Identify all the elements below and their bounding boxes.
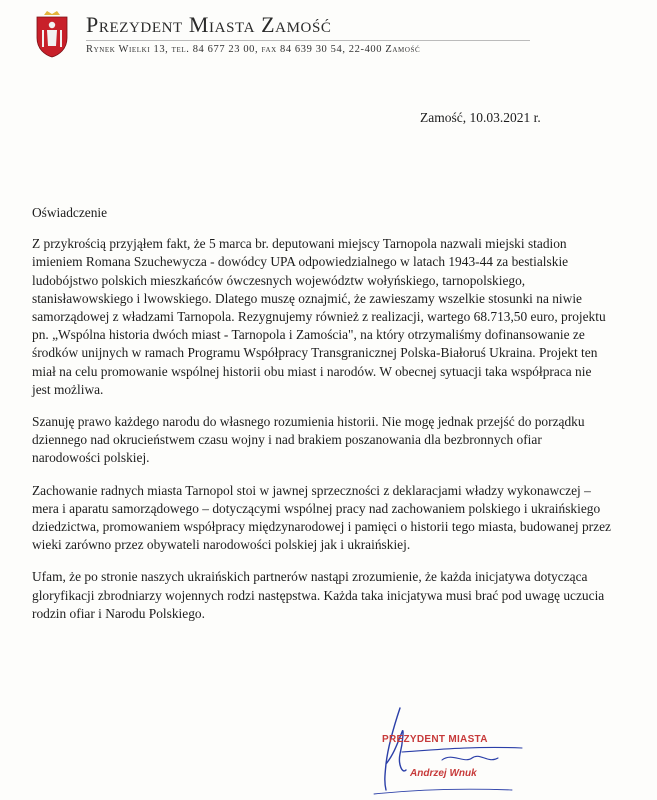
letterhead-title: Prezydent Miasta Zamość bbox=[86, 12, 332, 37]
coat-of-arms-icon bbox=[34, 10, 70, 58]
letter-body bbox=[32, 204, 612, 637]
letterhead bbox=[30, 8, 630, 64]
signature-stamp-title: PREZYDENT MIASTA bbox=[382, 734, 488, 745]
paragraph: Szanuję prawo każdego narodu do własnego rozumienia historii. Nie mogę jednak przejść do porządku dziennego nad okrucieństwem czasu wojny i nad brakiem poszanowania dla bezbronnych ofiar narodowości polskiej. bbox=[32, 414, 585, 466]
signature-stamp-name: Andrzej Wnuk bbox=[410, 768, 477, 779]
signature-block bbox=[372, 702, 572, 798]
paragraph: Ufam, że po stronie naszych ukraińskich partnerów nastąpi zrozumienie, że każda inicjatywa dotycząca gloryfikacji zbrodniarzy wojennych rodzi następstwa. Każda taka inicjatywa musi brać pod uwagę uczucia rodzin ofiar i Narodu Polskiego. bbox=[32, 569, 605, 621]
date-line: Zamość, 10.03.2021 r. bbox=[420, 110, 541, 125]
paragraph: Zachowanie radnych miasta Tarnopol stoi w jawnej sprzeczności z deklaracjami władzy wykonawczej – mera i aparatu samorządowego – dotyczącymi wspólnej pracy nad zachowaniem polskiego i ukraińskiego dziedzictwa, promowaniem współpracy międzynarodowej i pamięci o historii tego miasta, budowanej przez wieki zarówno przez obywateli narodowości polskiej jak i ukraińskiej. bbox=[32, 482, 611, 553]
statement-heading: Oświadczenie bbox=[32, 205, 108, 220]
paragraph: Z przykrością przyjąłem fakt, że 5 marca br. deputowani miejscy Tarnopola nazwali miejski stadion imieniem Romana Szuchewycza - dowódcy UPA odpowiedzialnego w latach 1943-44 za bestialskie ludobójstwo polskich mieszkańców ówczesnych województw wołyńskiego, tarnopolskiego, stanisławowskiego i lwowskiego. Dlatego muszę oznajmić, że zawieszamy wszelkie stosunki na niwie samorządowej z władzami Tarnopola. Rezygnujemy również z realizacji, wartego 68.713,50 euro, projektu pn. „Wspólna historia dwóch miast - Tarnopola i Zamościa", na który otrzymaliśmy dofinansowanie ze środków unijnych w ramach Programu Współpracy Transgranicznej Polska-Białoruś Ukraina. Projekt ten miał na celu promowanie wspólnej historii obu miast i narodów. W obecnej sytuacji taka współpraca nie jest możliwa. bbox=[32, 236, 606, 397]
letterhead-divider bbox=[86, 40, 530, 41]
letterhead-address: Rynek Wielki 13, tel. 84 677 23 00, fax 84 639 30 54, 22-400 Zamość bbox=[86, 44, 421, 55]
handwritten-signature bbox=[372, 702, 572, 798]
